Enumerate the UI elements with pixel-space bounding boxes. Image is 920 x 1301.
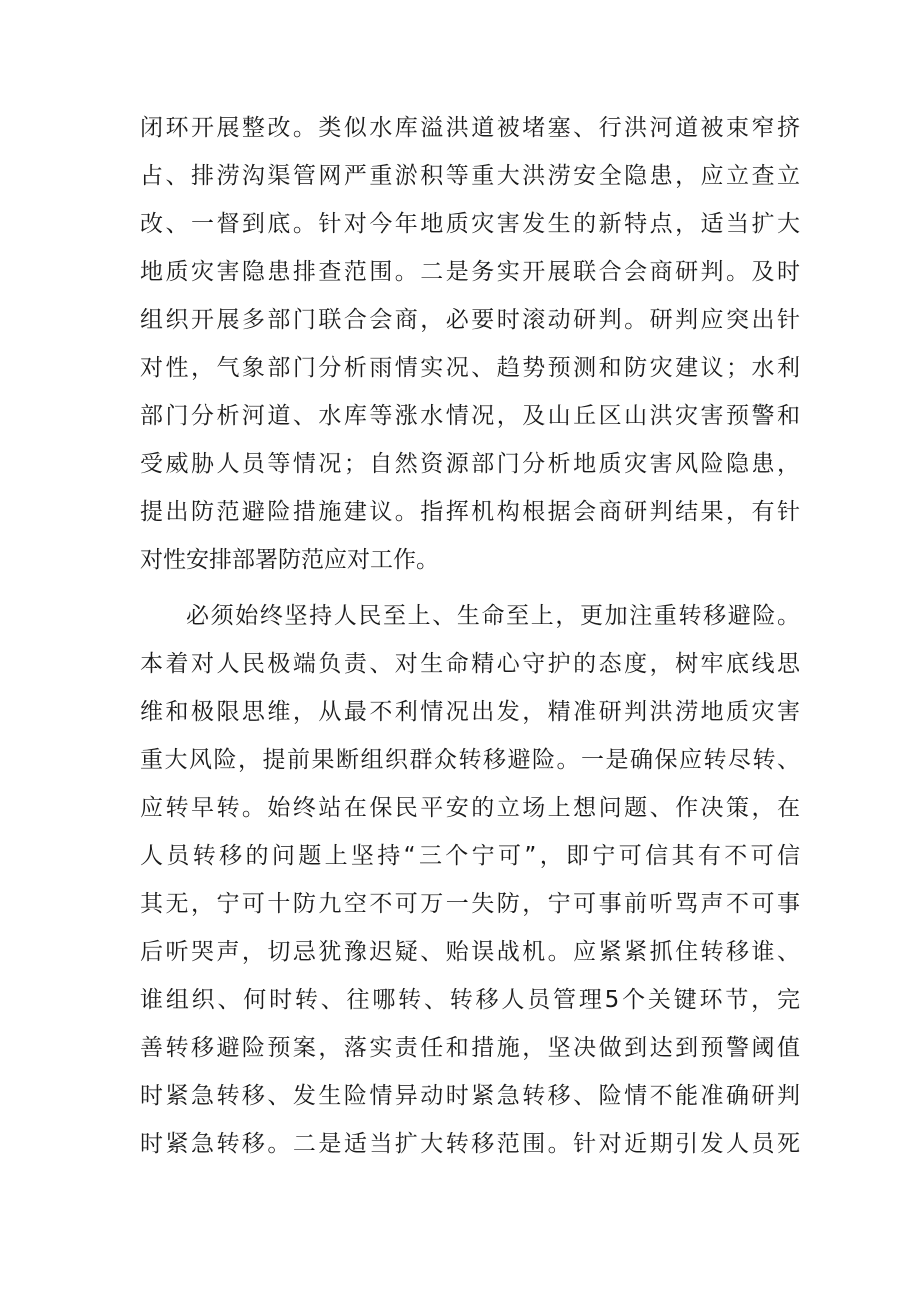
- text-line: 对性安排部署防范应对工作。: [140, 547, 439, 573]
- text-line: 占、排涝沟渠管网严重淤积等重大洪涝安全隐患，应立查立: [140, 163, 800, 189]
- text-line: 重大风险，提前果断组织群众转移避险。一是确保应转尽转、: [140, 747, 800, 773]
- text-line: 人员转移的问题上坚持“三个宁可”，即宁可信其有不可信: [140, 843, 800, 869]
- text-line: 时紧急转移、发生险情异动时紧急转移、险情不能准确研判: [140, 1083, 800, 1109]
- text-line: 组织开展多部门联合会商，必要时滚动研判。研判应突出针: [140, 307, 800, 333]
- text-line: 后听哭声，切忌犹豫迟疑、贻误战机。应紧紧抓住转移谁、: [140, 939, 800, 965]
- text-line: 谁组织、何时转、往哪转、转移人员管理5个关键环节，完: [140, 987, 800, 1013]
- paragraph-first-line: 必须始终坚持人民至上、生命至上，更加注重转移避险。: [186, 603, 800, 629]
- text-line: 时紧急转移。二是适当扩大转移范围。针对近期引发人员死: [140, 1131, 800, 1157]
- text-line: 其无，宁可十防九空不可万一失防，宁可事前听骂声不可事: [140, 891, 800, 917]
- text-line: 维和极限思维，从最不利情况出发，精准研判洪涝地质灾害: [140, 699, 800, 725]
- text-line: 部门分析河道、水库等涨水情况，及山丘区山洪灾害预警和: [140, 403, 800, 429]
- text-line: 闭环开展整改。类似水库溢洪道被堵塞、行洪河道被束窄挤: [140, 115, 800, 141]
- text-line: 善转移避险预案，落实责任和措施，坚决做到达到预警阈值: [140, 1035, 800, 1061]
- text-line: 对性，气象部门分析雨情实况、趋势预测和防灾建议；水利: [140, 355, 800, 381]
- text-line: 受威胁人员等情况；自然资源部门分析地质灾害风险隐患，: [140, 451, 800, 477]
- text-line: 提出防范避险措施建议。指挥机构根据会商研判结果，有针: [140, 499, 800, 525]
- text-line: 改、一督到底。针对今年地质灾害发生的新特点，适当扩大: [140, 211, 800, 237]
- text-line: 应转早转。始终站在保民平安的立场上想问题、作决策，在: [140, 795, 800, 821]
- text-line: 本着对人民极端负责、对生命精心守护的态度，树牢底线思: [140, 651, 800, 677]
- text-line: 地质灾害隐患排查范围。二是务实开展联合会商研判。及时: [140, 259, 800, 285]
